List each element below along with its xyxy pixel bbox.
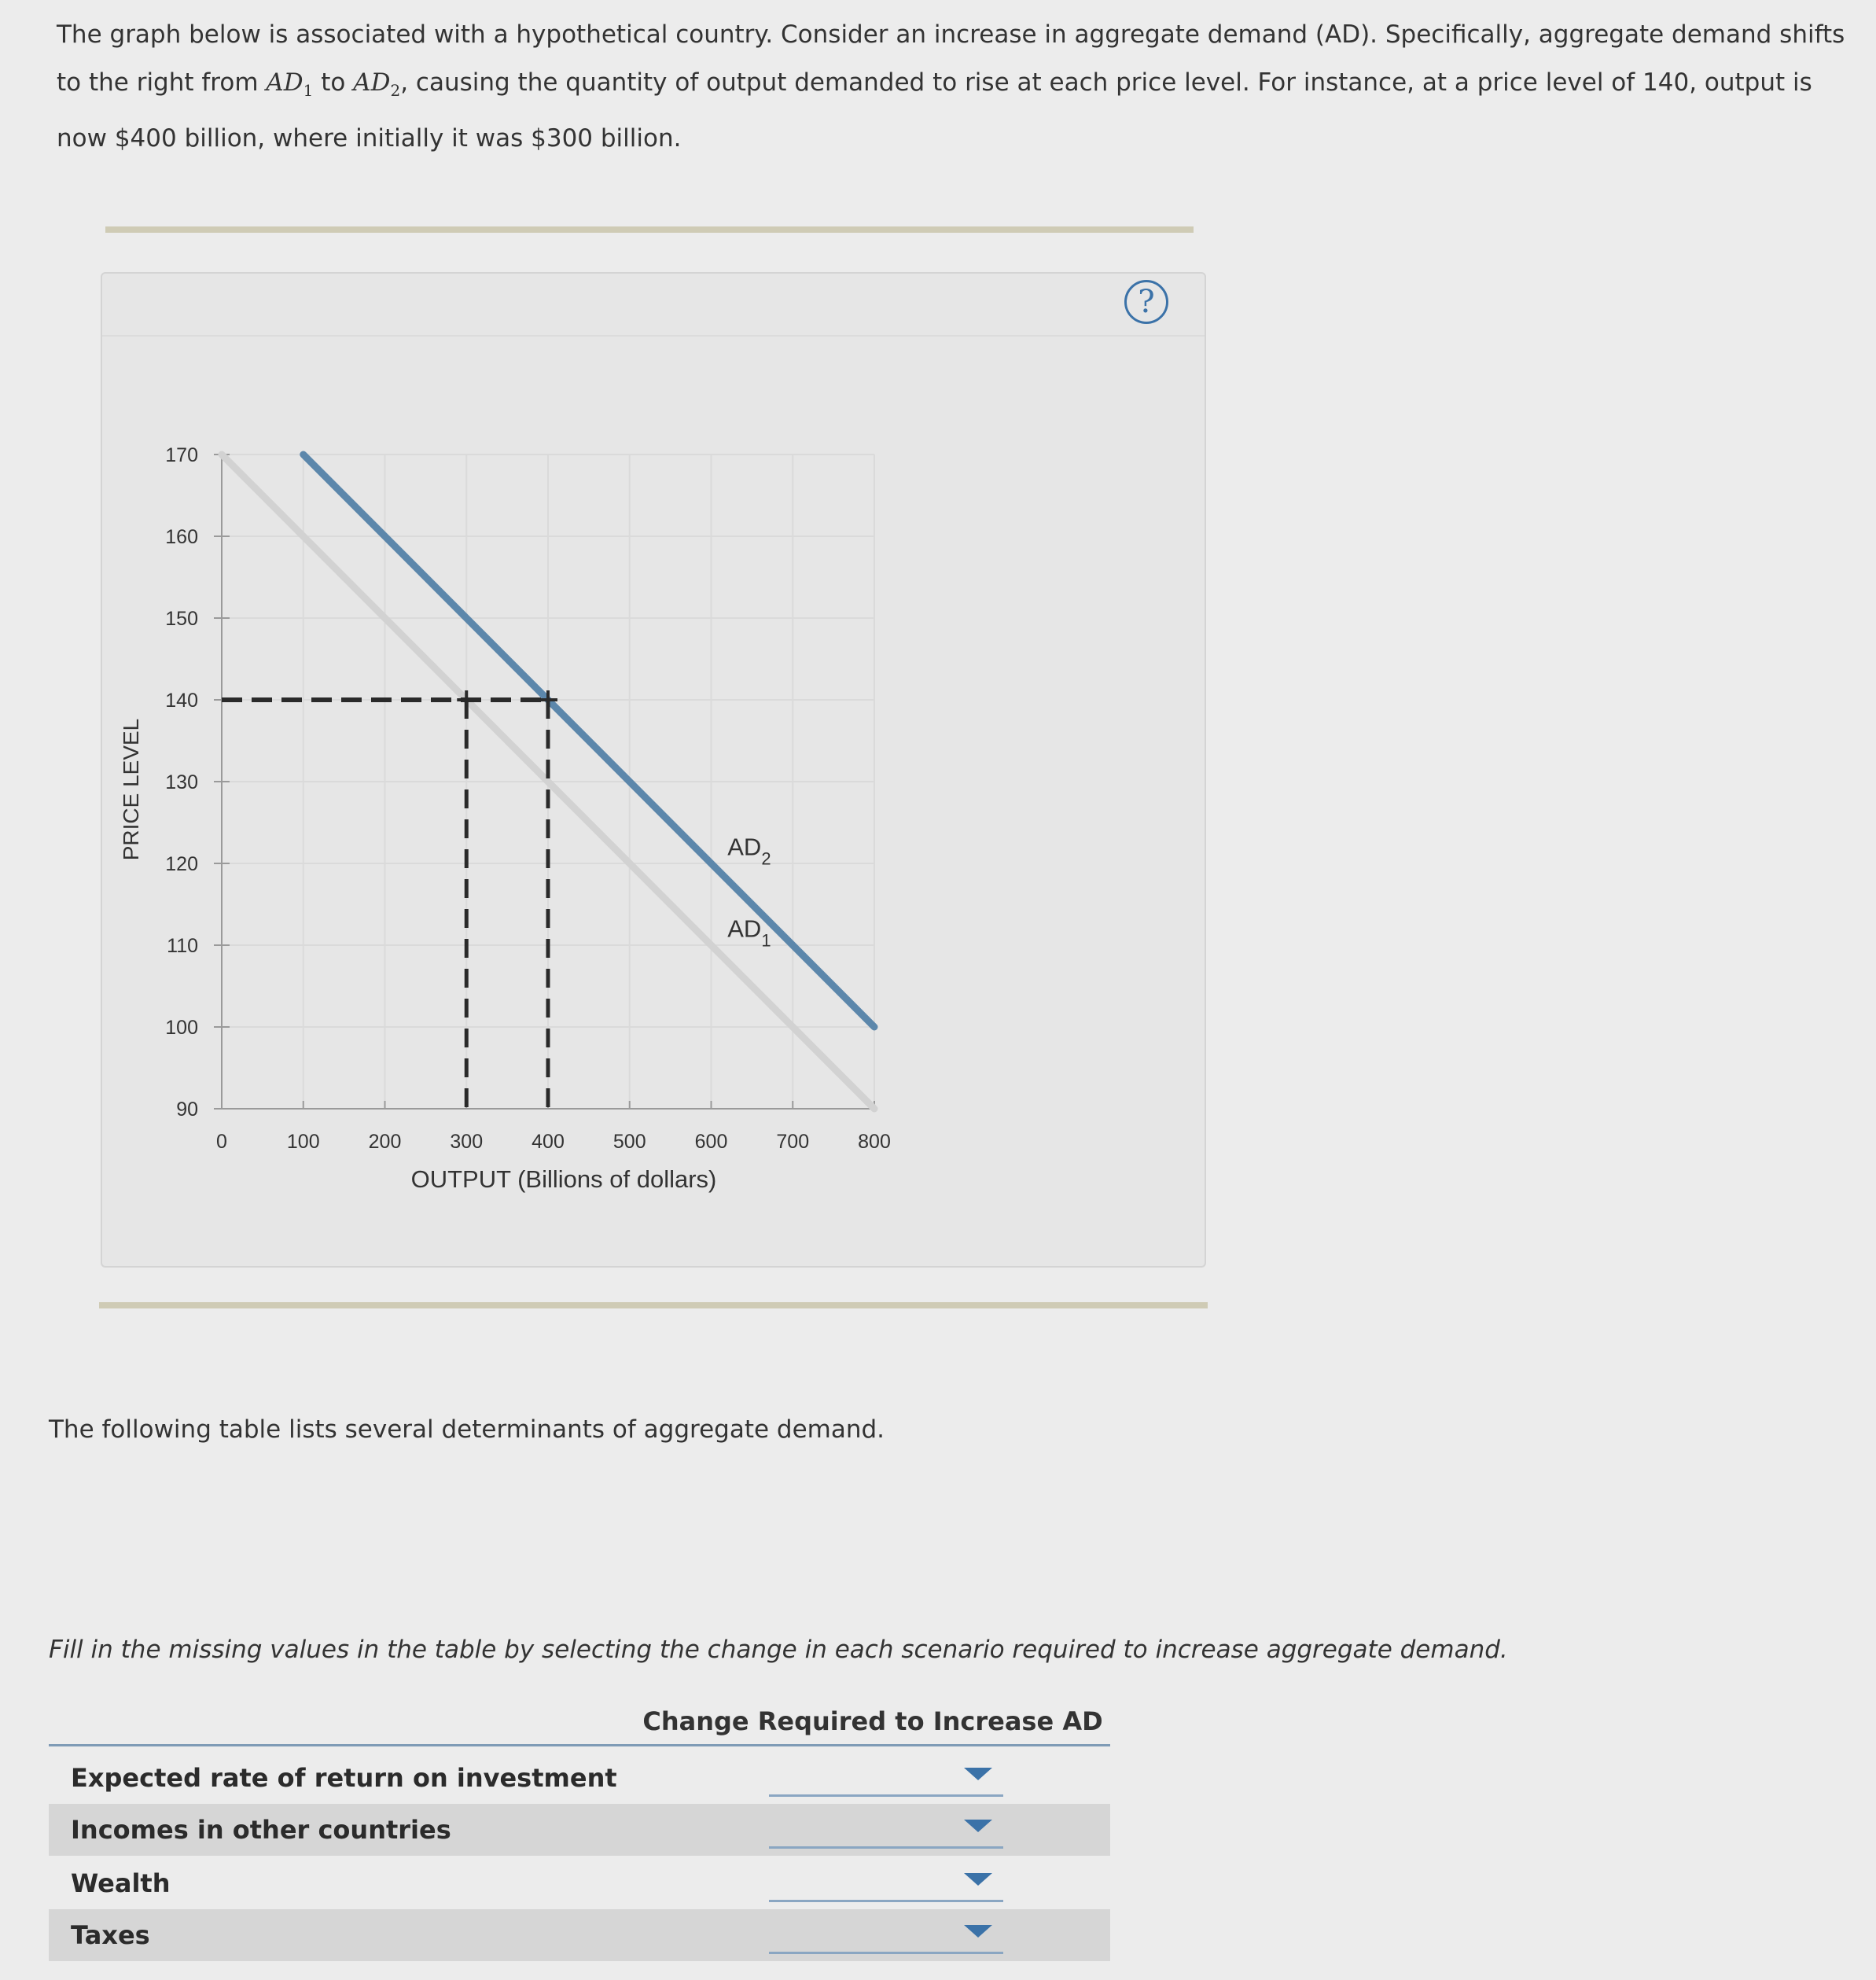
intro-text-2: to [313, 68, 354, 97]
change-dropdown-wealth[interactable] [769, 1862, 1003, 1902]
series-line-ad2 [303, 455, 874, 1027]
y-tick-label: 150 [165, 608, 198, 630]
row-label: Expected rate of return on investment [71, 1763, 617, 1793]
y-tick-label: 170 [165, 444, 198, 466]
x-tick-label: 500 [612, 1131, 646, 1153]
y-tick-label: 90 [176, 1099, 198, 1121]
x-tick-label: 700 [776, 1131, 810, 1153]
table-column-header: Change Required to Increase AD [642, 1706, 1103, 1736]
table-row [49, 1909, 1110, 1961]
table-row [49, 1752, 1110, 1804]
table-row [49, 1857, 1110, 1909]
change-dropdown-taxes[interactable] [769, 1914, 1003, 1954]
y-tick-label: 100 [165, 1017, 198, 1039]
x-tick-label: 800 [858, 1131, 891, 1153]
table-row [49, 1804, 1110, 1856]
divider-bottom [99, 1302, 1208, 1308]
series-label-ad2: $AD_2$ [727, 833, 771, 869]
x-tick-label: 600 [694, 1131, 728, 1153]
x-axis-label: OUTPUT (Billions of dollars) [410, 1165, 717, 1193]
y-tick-label: 160 [165, 526, 198, 548]
chevron-down-icon [964, 1925, 992, 1938]
ad2-symbol: $AD_2$ [353, 68, 401, 101]
table-intro: The following table lists several determinants of aggregate demand. [49, 1415, 885, 1444]
x-tick-label: 200 [368, 1131, 402, 1153]
intro-text-3: , causing the quantity of output demanded to rise at each price level. For instance, at a price level of 140, output is now $400 billion, where initially it was $300 billion. [57, 68, 1812, 153]
chevron-down-icon [964, 1768, 992, 1780]
change-dropdown-foreign-incomes[interactable] [769, 1809, 1003, 1849]
row-label: Wealth [71, 1868, 171, 1898]
intro-text-1: The graph below is associated with a hypothetical country. Consider an increase in aggregate demand (AD). Specifically, aggregate demand shifts to the right from [57, 20, 1845, 97]
y-tick-label: 140 [165, 690, 198, 712]
x-tick-label: 0 [216, 1131, 227, 1153]
chevron-down-icon [964, 1873, 992, 1886]
series-label-ad1: $AD_1$ [727, 915, 771, 951]
help-button[interactable]: ? [1124, 280, 1168, 324]
table-header-rule [49, 1744, 1110, 1746]
x-tick-label: 100 [286, 1131, 320, 1153]
row-label: Taxes [71, 1920, 150, 1950]
y-tick-label: 120 [165, 853, 198, 875]
ad1-symbol: $AD_1$ [266, 68, 314, 101]
chevron-down-icon [964, 1820, 992, 1832]
chart-labels [119, 444, 891, 1193]
y-tick-label: 130 [165, 771, 198, 793]
instructions: Fill in the missing values in the table by selecting the change in each scenario required to increase aggregate demand. [49, 1636, 1508, 1664]
chart-reference-lines [222, 690, 557, 1109]
x-tick-label: 400 [532, 1131, 565, 1153]
change-dropdown-investment-return[interactable] [769, 1757, 1003, 1797]
x-tick-label: 300 [450, 1131, 484, 1153]
y-axis-label: PRICE LEVEL [119, 718, 143, 861]
row-label: Incomes in other countries [71, 1815, 451, 1845]
y-tick-label: 110 [167, 935, 198, 957]
